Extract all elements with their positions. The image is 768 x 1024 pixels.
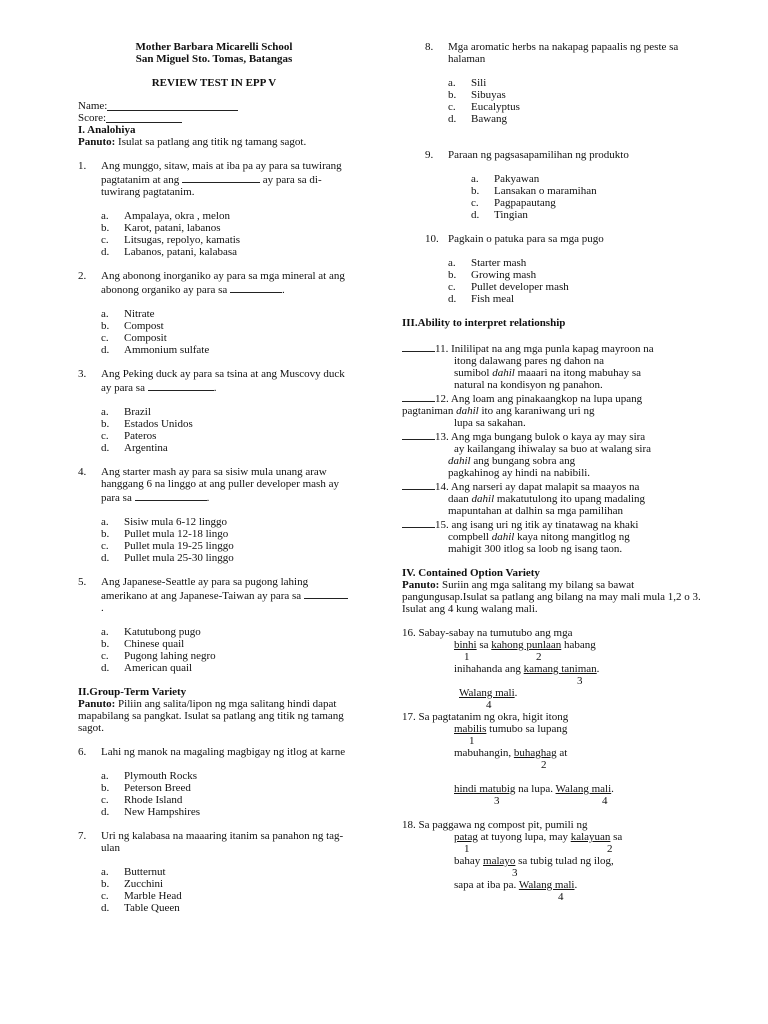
answer-blank[interactable] <box>148 380 214 391</box>
option-number: 4 <box>558 891 564 903</box>
score-label: Score: <box>78 112 107 124</box>
question-text: makatutulong ito upang madaling <box>494 493 646 505</box>
choice-b: Pullet mula 12-18 lingo <box>124 528 229 540</box>
question-text: . <box>611 783 614 795</box>
choice-c: Eucalyptus <box>471 101 520 113</box>
choice-b: Chinese quail <box>124 638 185 650</box>
name-label: Name: <box>78 100 108 112</box>
question-text: Mga aromatic herbs na nakapag papaalis ng peste sa halaman <box>448 41 679 65</box>
question-text: Ang loam ang pinakaangkop na lupa upang <box>448 393 643 405</box>
choice-b: Estados Unidos <box>124 418 193 430</box>
question-text: Ang Peking duck ay para sa tsina at ang Muscovy duck ay para sa <box>101 368 345 394</box>
question-text: ang bungang sobra ang <box>470 455 576 467</box>
question-text: sa <box>476 639 492 651</box>
school-name: Mother Barbara Micarelli School <box>135 41 293 53</box>
question-8 <box>402 41 704 65</box>
option-number: 3 <box>512 867 518 879</box>
question-number: 17. <box>402 711 416 723</box>
question-9 <box>402 149 704 161</box>
question-text: compbell <box>448 531 492 543</box>
question-text: na lupa. <box>515 783 556 795</box>
option-1: patag <box>454 831 478 843</box>
score-field[interactable] <box>78 112 350 124</box>
score-blank[interactable] <box>106 112 182 123</box>
choice-d: Table Queen <box>124 902 180 914</box>
question-number: 5. <box>78 576 87 588</box>
choice-a: Sisiw mula 6-12 linggo <box>124 516 227 528</box>
question-15 <box>402 517 704 555</box>
keyword-dahil: dahil <box>456 405 479 417</box>
question-number: 4. <box>78 466 87 478</box>
choice-c: Pagpapautang <box>494 197 556 209</box>
answer-blank[interactable] <box>304 588 348 599</box>
question-text: Inililipat na ang mga punla kapag mayroon na <box>448 343 654 355</box>
test-title: REVIEW TEST IN EPP V <box>151 77 277 89</box>
choice-b: Sibuyas <box>471 89 506 101</box>
question-number: 18. <box>402 819 416 831</box>
option-number: 1 <box>469 735 475 747</box>
panuto-label: Panuto: <box>402 579 440 591</box>
question-text: sumibol <box>454 367 493 379</box>
option-3: hindi matubig <box>454 783 516 795</box>
choice-d: Fish meal <box>471 293 515 305</box>
option-2: kalayuan <box>570 831 611 843</box>
choice-c: Pateros <box>124 430 157 442</box>
question-text: ito ang karaniwang uri ng <box>478 405 595 417</box>
question-number: 9. <box>425 149 434 161</box>
part3-title: III.Ability to interpret relationship <box>402 317 566 329</box>
choices-q1 <box>78 210 350 258</box>
choice-a: Katutubong pugo <box>124 626 201 638</box>
answer-blank[interactable] <box>402 517 435 528</box>
question-text: sa <box>610 831 623 843</box>
answer-blank[interactable] <box>182 172 260 183</box>
answer-blank[interactable] <box>402 429 435 440</box>
question-text: ay para sa di-tuwirang pagtatanim. <box>101 174 322 198</box>
question-text: Ang munggo, sitaw, mais at iba pa ay para sa tuwirang pagtatanim at ang <box>101 160 342 186</box>
option-number: 2 <box>607 843 613 855</box>
choice-d: Ammonium sulfate <box>124 344 210 356</box>
keyword-dahil: dahil <box>491 531 515 543</box>
question-text: Ang Japanese-Seattle ay para sa pugong lahing amerikano at ang Japanese-Taiwan ay para sa <box>101 576 309 602</box>
option-number: 2 <box>541 759 547 771</box>
left-column <box>78 0 350 914</box>
question-2 <box>78 270 350 296</box>
question-text: itong dalawang pares ng dahon na <box>454 355 604 367</box>
question-text: maaari na itong mabuhay sa <box>514 367 641 379</box>
choice-c: Composit <box>124 332 167 344</box>
question-text: sa tubig tulad ng ilog, <box>515 855 614 867</box>
question-number: 8. <box>425 41 434 53</box>
question-text: bahay <box>454 855 484 867</box>
question-12 <box>402 391 704 429</box>
question-text: Sabay-sabay na tumutubo ang mga <box>415 627 573 639</box>
option-3: malayo <box>483 855 516 867</box>
panuto-label: Panuto: <box>78 136 116 148</box>
option-number: 1 <box>464 651 470 663</box>
choice-c: Litsugas, repolyo, kamatis <box>124 234 241 246</box>
part1-title: I. Analohiya <box>78 124 136 136</box>
choices-q8 <box>402 77 704 125</box>
panuto-text: Suriin ang mga salitang my bilang sa bawat pangungusap.Isulat sa patlang ang bilang na may mali mula 1,2 o 3. Isulat ang 4 kung walang mali. <box>402 579 701 615</box>
choice-c: Marble Head <box>124 890 182 902</box>
question-7 <box>78 830 350 854</box>
question-text: at <box>556 747 568 759</box>
choices-q6 <box>78 770 350 818</box>
choices-q9 <box>402 173 704 221</box>
name-field[interactable] <box>78 100 350 112</box>
question-17 <box>402 711 704 807</box>
choice-a: Sili <box>471 77 487 89</box>
choice-b: Compost <box>124 320 164 332</box>
question-13 <box>402 429 704 479</box>
panuto-text: Isulat sa patlang ang titik ng tamang sagot. <box>115 136 307 148</box>
option-number: 1 <box>464 843 470 855</box>
question-16 <box>402 627 704 711</box>
option-number: 3 <box>577 675 583 687</box>
option-4: Walang mali <box>459 687 515 699</box>
question-number: 2. <box>78 270 87 282</box>
answer-blank[interactable] <box>402 391 435 402</box>
question-18 <box>402 819 704 903</box>
question-text: Pagkain o patuka para sa mga pugo <box>448 233 604 245</box>
option-number: 2 <box>536 651 542 663</box>
question-text: ay kailangang ihiwalay sa buo at walang sira <box>454 443 652 455</box>
choices-q10 <box>402 257 704 305</box>
choice-b: Karot, patani, labanos <box>124 222 221 234</box>
question-text: . <box>574 879 578 891</box>
question-number: 1. <box>78 160 87 172</box>
part2-instructions <box>78 698 350 734</box>
part4-instructions <box>402 579 704 615</box>
question-text: Paraan ng pagsasapamilihan ng produkto <box>448 149 629 161</box>
choice-c: Pullet developer mash <box>471 281 569 293</box>
question-text: Ang mga bungang bulok o kaya ay may sira <box>448 431 646 443</box>
choice-a: Plymouth Rocks <box>124 770 198 782</box>
option-4: Walang mali <box>555 783 612 795</box>
question-text: Lahi ng manok na magaling magbigay ng itlog at karne <box>101 746 346 758</box>
question-text: lupa sa sakahan. <box>454 417 526 429</box>
question-number: 15. <box>435 519 449 531</box>
question-number: 16. <box>402 627 416 639</box>
choices-q5 <box>78 626 350 674</box>
option-2: kahong punlaan <box>491 639 562 651</box>
question-text: kaya nitong mangitlog ng <box>514 531 630 543</box>
choice-d: Tingian <box>494 209 528 221</box>
part2-title: II.Group-Term Variety <box>78 686 187 698</box>
panuto-text: Piliin ang salita/lipon ng mga salitang hindi dapat mapabilang sa pangkat. Isulat sa patlang ang titik ng tamang sagot. <box>78 698 344 734</box>
question-text: habang <box>561 639 596 651</box>
question-text: ang isang uri ng itik ay tinatawag na khaki <box>448 519 639 531</box>
option-1: binhi <box>454 639 477 651</box>
question-11 <box>402 341 704 391</box>
question-text: Ang starter mash ay para sa sisiw mula unang araw hanggang 6 na linggo at ang puller developer mash ay para sa <box>101 466 339 504</box>
question-text: . <box>514 687 518 699</box>
option-4: Walang mali <box>518 879 575 891</box>
question-text: Sa pagtatanim ng okra, higit itong <box>415 711 569 723</box>
choice-c: Pugong lahing negro <box>124 650 216 662</box>
question-text: . <box>206 492 210 504</box>
keyword-dahil: dahil <box>448 455 471 467</box>
choice-b: Lansakan o maramihan <box>494 185 597 197</box>
question-text: pagkahinog ay hindi na nabibili. <box>448 467 591 479</box>
option-1: mabilis <box>454 723 487 735</box>
choices-q3 <box>78 406 350 454</box>
question-text: mabuhangin, <box>454 747 514 759</box>
choices-q2 <box>78 308 350 356</box>
question-text: Ang abonong inorganiko ay para sa mga mineral at ang abonong organiko ay para sa <box>101 270 345 296</box>
choice-a: Brazil <box>124 406 151 418</box>
question-text: mahigit 300 itlog sa loob ng isang taon. <box>448 543 623 555</box>
question-number: 6. <box>78 746 87 758</box>
keyword-dahil: dahil <box>471 493 495 505</box>
option-number: 3 <box>494 795 500 807</box>
question-number: 12. <box>435 393 449 405</box>
question-text: tumubo sa lupang <box>486 723 568 735</box>
choice-d: Bawang <box>471 113 508 125</box>
question-text: Uri ng kalabasa na maaaring itanim sa panahon ng tag-ulan <box>101 830 344 854</box>
choice-a: Starter mash <box>471 257 527 269</box>
choice-d: Argentina <box>124 442 168 454</box>
question-text: mapuntahan at dalhin sa mga pamilihan <box>448 505 624 517</box>
question-text: sapa at iba pa. <box>454 879 519 891</box>
option-number: 4 <box>486 699 492 711</box>
right-column <box>402 0 704 903</box>
choice-a: Pakyawan <box>494 173 540 185</box>
question-10 <box>402 233 704 245</box>
choice-c: Pullet mula 19-25 linggo <box>124 540 234 552</box>
question-text: Sa paggawa ng compost pit, pumili ng <box>415 819 588 831</box>
question-6 <box>78 746 350 758</box>
choice-a: Butternut <box>124 866 166 878</box>
keyword-dahil: dahil <box>492 367 515 379</box>
question-number: 10. <box>425 233 439 245</box>
answer-blank[interactable] <box>135 490 207 501</box>
panuto-label: Panuto: <box>78 698 116 710</box>
choice-a: Nitrate <box>124 308 155 320</box>
choice-d: American quail <box>124 662 193 674</box>
question-text: inihahanda ang <box>454 663 524 675</box>
answer-blank[interactable] <box>402 479 435 490</box>
question-text: natural na kondisyon ng panahon. <box>454 379 603 391</box>
question-text: at tuyong lupa, may <box>477 831 571 843</box>
question-number: 7. <box>78 830 87 842</box>
question-text: daan <box>448 493 472 505</box>
choice-a: Ampalaya, okra , melon <box>124 210 230 222</box>
question-text: . <box>596 663 600 675</box>
question-3 <box>78 368 350 394</box>
question-text: . <box>213 382 217 394</box>
name-blank[interactable] <box>107 100 238 111</box>
choices-q7 <box>78 866 350 914</box>
choice-b: Growing mash <box>471 269 537 281</box>
answer-blank[interactable] <box>402 341 435 352</box>
question-5 <box>78 576 350 614</box>
choice-b: Peterson Breed <box>124 782 191 794</box>
question-text: Ang narseri ay dapat malapit sa maayos na <box>448 481 640 493</box>
question-number: 14. <box>435 481 449 493</box>
choice-d: Pullet mula 25-30 linggo <box>124 552 234 564</box>
answer-blank[interactable] <box>230 282 282 293</box>
question-text: . <box>282 284 285 296</box>
question-text: . <box>101 602 104 614</box>
choice-b: Zucchini <box>124 878 164 890</box>
part4-title: IV. Contained Option Variety <box>402 567 540 579</box>
choice-d: New Hampshires <box>124 806 201 818</box>
question-number: 13. <box>435 431 449 443</box>
choice-c: Rhode Island <box>124 794 183 806</box>
question-number: 3. <box>78 368 87 380</box>
option-3: kamang taniman <box>523 663 597 675</box>
question-4 <box>78 466 350 504</box>
school-address: San Miguel Sto. Tomas, Batangas <box>135 53 293 65</box>
question-number: 11. <box>435 343 449 355</box>
option-number: 4 <box>602 795 608 807</box>
question-1 <box>78 160 350 198</box>
choices-q4 <box>78 516 350 564</box>
option-2: buhaghag <box>513 747 557 759</box>
part1-instructions <box>78 136 350 148</box>
question-text: pagtaniman <box>402 405 457 417</box>
choice-d: Labanos, patani, kalabasa <box>124 246 238 258</box>
question-14 <box>402 479 704 517</box>
